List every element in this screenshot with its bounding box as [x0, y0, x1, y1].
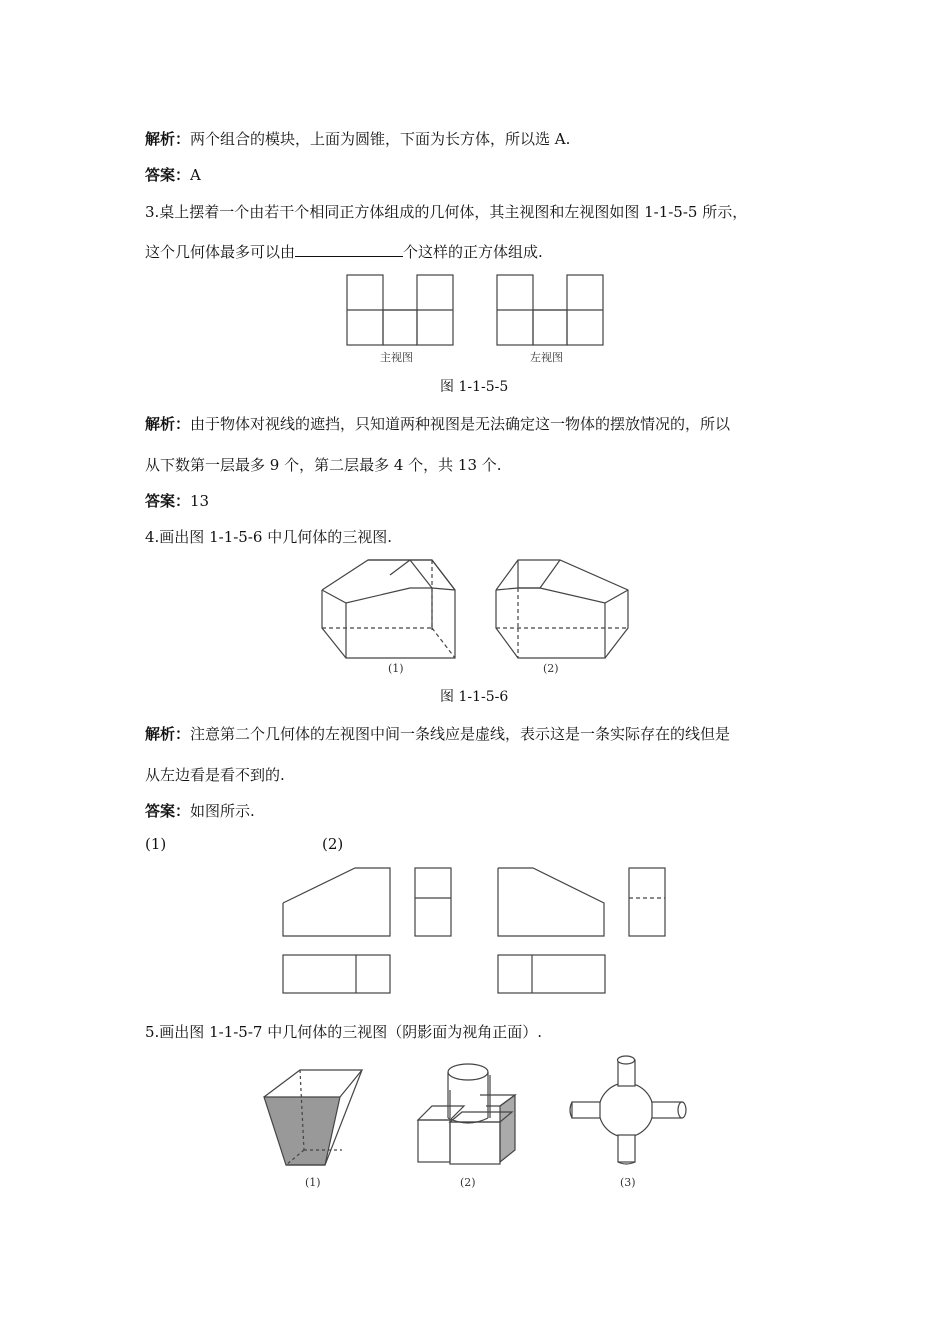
- q3-analysis-line2: 从下数第一层最多 9 个，第二层最多 4 个，共 13 个.: [145, 456, 502, 474]
- q5-fig-label-2: (2): [460, 1176, 476, 1189]
- q4-question: 4.画出图 1-1-5-6 中几何体的三视图.: [145, 528, 392, 546]
- frustum-figure: [264, 1070, 362, 1165]
- fig-label-1: (1): [388, 662, 404, 675]
- answer-text: 13: [190, 492, 210, 510]
- solid-1-figure: [322, 560, 455, 658]
- left-view-label: 左视图: [530, 351, 563, 364]
- analysis-text: 由于物体对视线的遮挡，只知道两种视图是无法确定这一物体的摆放情况的，所以: [190, 415, 731, 433]
- solid-2-figure: [496, 560, 628, 658]
- q5-question: 5.画出图 1-1-5-7 中几何体的三视图（阴影面为视角正面）.: [145, 1023, 542, 1041]
- cylinder-cubes-figure: [418, 1064, 515, 1164]
- main-view-figure: [347, 275, 453, 345]
- main-view-label: 主视图: [380, 351, 413, 364]
- analysis-label: 解析：: [145, 130, 191, 148]
- q3-question-text-after: 个这样的正方体组成.: [403, 243, 543, 261]
- answer-label-2: (2): [322, 835, 344, 853]
- figure-caption-1-1-5-6: 图 1-1-5-6: [440, 689, 509, 705]
- answer-2-views: [498, 868, 665, 993]
- q5-fig-label-1: (1): [305, 1176, 321, 1189]
- q3-question-text-before: 这个几何体最多可以由: [145, 243, 296, 261]
- q5-fig-label-3: (3): [620, 1176, 636, 1189]
- sphere-cylinders-figure: [570, 1056, 686, 1164]
- q4-answer: [145, 800, 255, 821]
- answer-text: 如图所示.: [190, 802, 255, 820]
- answer-label: 答案：: [145, 166, 191, 184]
- analysis-text: 注意第二个几何体的左视图中间一条线应是虚线，表示这是一条实际存在的线但是: [190, 725, 731, 743]
- left-view-figure: [497, 275, 603, 345]
- q3-question-line1: 3.桌上摆着一个由若干个相同正方体组成的几何体，其主视图和左视图如图 1-1-5-5 所示，: [145, 203, 748, 221]
- answer-label: 答案：: [145, 492, 191, 510]
- analysis-label: 解析：: [145, 415, 191, 433]
- q4-analysis-line2: 从左边看是看不到的.: [145, 766, 285, 784]
- answer-1-views: [283, 868, 451, 993]
- q4-analysis-line1: [145, 723, 730, 744]
- figure-caption-1-1-5-5: 图 1-1-5-5: [440, 379, 509, 395]
- answer-label-1: (1): [145, 835, 167, 853]
- answer-text: A: [190, 166, 201, 184]
- analysis-text: 两个组合的模块，上面为圆锥，下面为长方体，所以选 A.: [190, 130, 571, 148]
- q3-analysis-line1: [145, 413, 730, 434]
- fig-label-2: (2): [543, 662, 559, 675]
- answer-label: 答案：: [145, 802, 191, 820]
- q3-answer: [145, 490, 209, 511]
- analysis-label: 解析：: [145, 725, 191, 743]
